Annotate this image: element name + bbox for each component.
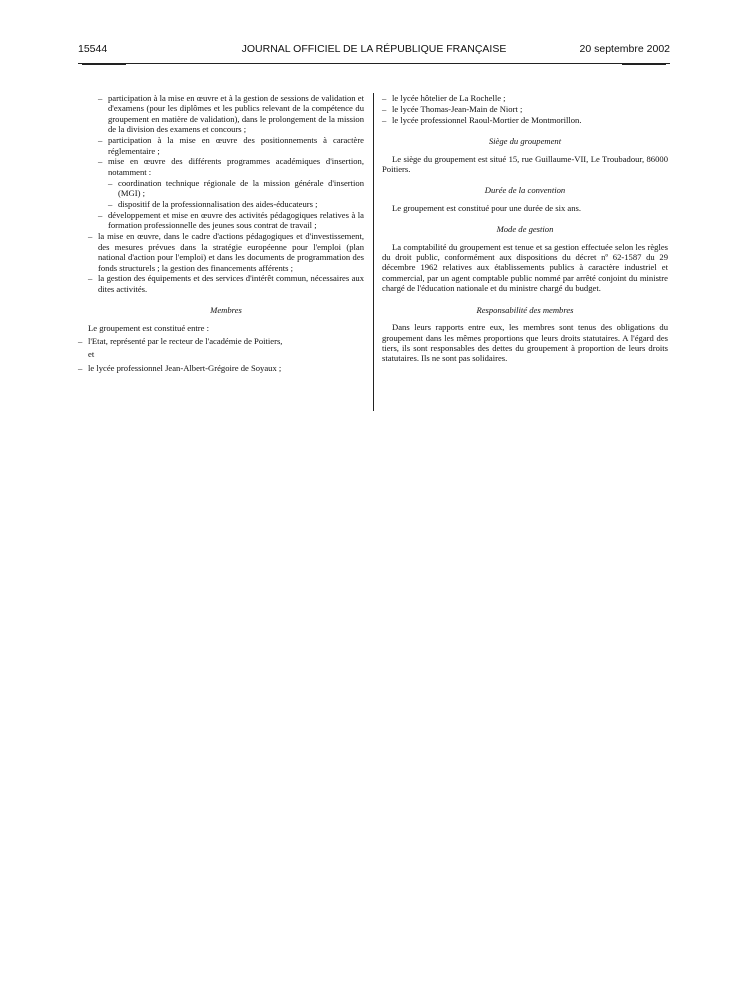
duree-paragraph: Le groupement est constitué pour une durée de six ans. — [392, 202, 582, 213]
list-item: – coordination technique régionale de la mission générale d'insertion (MGI) ; — [118, 178, 364, 199]
list-item: – participation à la mise en œuvre et à la gestion de sessions de validation et d'examens (pour les diplômes et les publics relevant de la compétence du groupement en matière de validation), dans le prolongement de la mission de la division des examens et concours ; — [108, 93, 364, 135]
list-item: – mise en œuvre des différents programmes académiques d'insertion, notamment : — [108, 156, 364, 177]
list-item: – dispositif de la professionnalisation des aides-éducateurs ; — [118, 199, 364, 209]
header-rule-mark-left — [82, 63, 126, 65]
list-item: – la gestion des équipements et des services d'intérêt commun, nécessaires aux dites activités. — [98, 273, 364, 294]
list-item: – le lycée hôtelier de La Rochelle ; — [392, 93, 668, 103]
header-rule — [78, 63, 670, 64]
section-heading-siege: Siège du groupement — [488, 136, 562, 147]
list-item: – le lycée Thomas-Jean-Main de Niort ; — [392, 104, 668, 114]
left-column — [88, 93, 364, 376]
right-column — [382, 93, 668, 366]
section-heading-membres: Membres — [210, 305, 242, 316]
list-item: – développement et mise en œuvre des activités pédagogiques relatives à la formation professionnelle des jeunes sous contrat de travail ; — [108, 210, 364, 231]
list-item: – la mise en œuvre, dans le cadre d'actions pédagogiques et d'investissement, des mesures prévues dans la stratégie européenne pour l'emploi (plan national d'action pour l'emploi) et dans les documents de programmation des fonds structurels ; la gestion des financements afférents ; — [98, 231, 364, 273]
responsabilite-paragraph: Dans leurs rapports entre eux, les membres sont tenus des obligations du groupement dans les mêmes proportions que leurs droits statutaires. A l'égard des tiers, ils sont responsables des dettes du groupement à proportion de leurs droits statutaires. Ils ne sont pas solidaires. — [382, 322, 668, 364]
section-heading-duree: Durée de la convention — [484, 185, 566, 196]
list-item: – participation à la mise en œuvre des positionnements à caractère réglementaire ; — [108, 135, 364, 156]
membres-item: – l'Etat, représenté par le recteur de l'académie de Poitiers, — [88, 336, 364, 346]
membres-conjunction: et — [88, 349, 95, 360]
page-number: 15544 — [78, 43, 108, 55]
publication-date: 20 septembre 2002 — [579, 43, 670, 55]
journal-title: JOURNAL OFFICIEL DE LA RÉPUBLIQUE FRANÇAISE — [241, 43, 507, 55]
page-header — [78, 43, 670, 59]
membres-intro: Le groupement est constitué entre : — [88, 322, 209, 333]
siege-paragraph: Le siège du groupement est situé 15, rue Guillaume-VII, Le Troubadour, 86000 Poitiers. — [382, 153, 668, 175]
list-item: – le lycée professionnel Raoul-Mortier de Montmorillon. — [392, 115, 668, 125]
header-rule-mark-right — [622, 63, 666, 65]
section-heading-gestion: Mode de gestion — [496, 224, 554, 235]
membres-item: – le lycée professionnel Jean-Albert-Grégoire de Soyaux ; — [88, 363, 364, 373]
gestion-paragraph: La comptabilité du groupement est tenue et sa gestion effectuée selon les règles du droit public, conformément aux dispositions du décret nº 62-1587 du 29 décembre 1962 relatives aux établissements publics à caractère industriel et commercial, par un agent comptable public nommé par arrêté conjoint du ministre chargé de l'éducation nationale et du ministre chargé du budget. — [382, 241, 668, 294]
section-heading-responsabilite: Responsabilité des membres — [476, 304, 574, 315]
column-divider — [373, 93, 374, 411]
